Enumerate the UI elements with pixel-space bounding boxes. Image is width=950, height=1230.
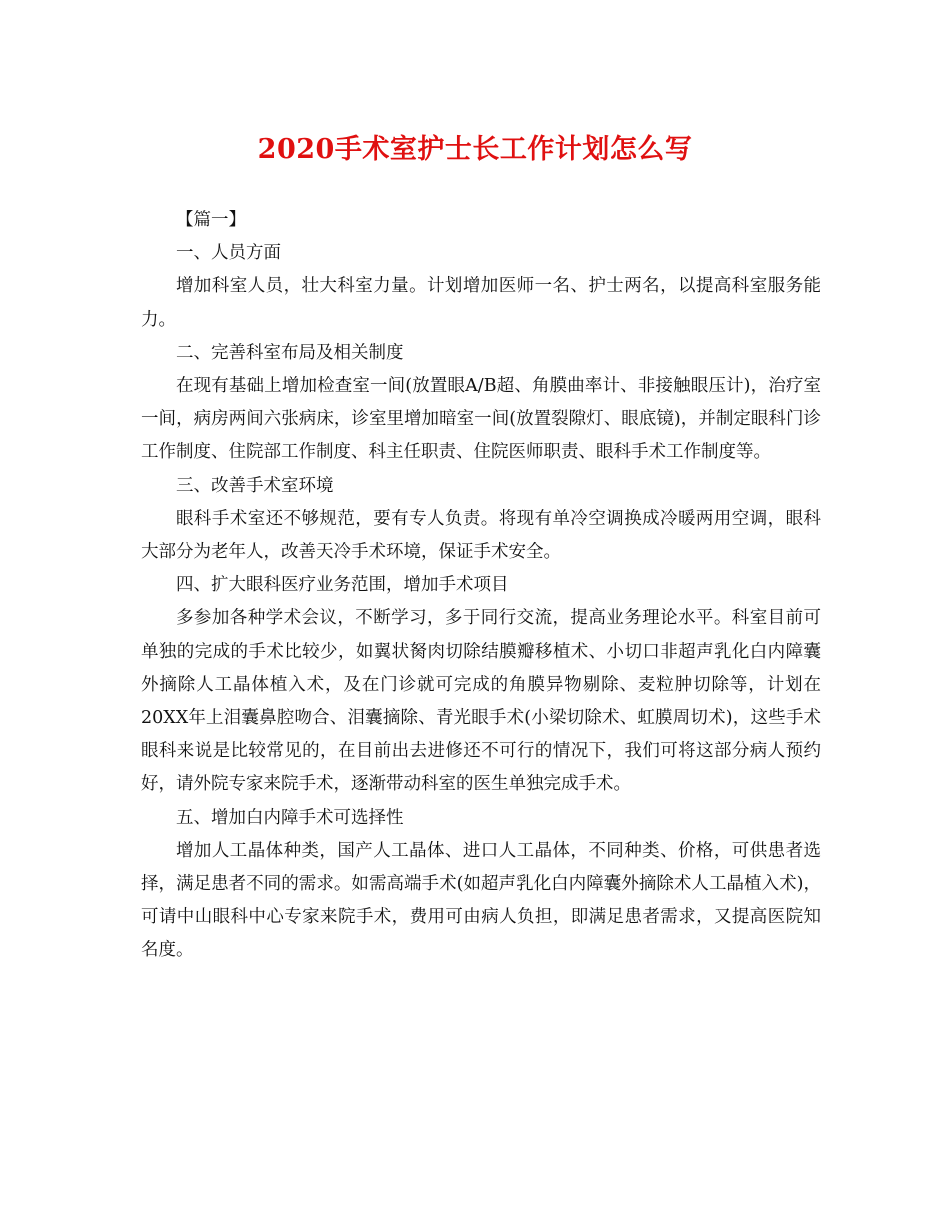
section-heading-cataract: 五、增加白内障手术可选择性 xyxy=(176,807,404,828)
section-heading-environment: 三、改善手术室环境 xyxy=(176,475,334,496)
document-title: 2020手术室护士长工作计划怎么写 xyxy=(257,134,693,165)
paragraph-environment: 眼科手术室还不够规范，要有专人负责。将现有单冷空调换成冷暖两用空调，眼科大部分为老年人，改善天冷手术环境，保证手术安全。 xyxy=(141,508,821,563)
paragraph-layout: 在现有基础上增加检查室一间(放置眼A/B超、角膜曲率计、非接触眼压计)，治疗室一间，病房两间六张病床，诊室里增加暗室一间(放置裂隙灯、眼底镜)，并制定眼科门诊工作制度、住院部工作制度、科主任职责、住院医师职责、眼科手术工作制度等。 xyxy=(141,376,821,463)
document-body xyxy=(141,204,821,968)
paragraph-personnel: 增加科室人员，壮大科室力量。计划增加医师一名、护士两名，以提高科室服务能力。 xyxy=(141,276,821,330)
section-label: 【篇一】 xyxy=(176,210,246,230)
section-heading-scope: 四、扩大眼科医疗业务范围，增加手术项目 xyxy=(176,575,509,596)
section-heading-personnel: 一、人员方面 xyxy=(176,243,281,264)
paragraph-cataract: 增加人工晶体种类，国产人工晶体、进口人工晶体，不同种类、价格，可供患者选择，满足患者不同的需求。如需高端手术(如超声乳化白内障囊外摘除术人工晶植入术)，可请中山眼科中心专家来院手术，费用可由病人负担，即满足患者需求，又提高医院知名度。 xyxy=(141,840,821,961)
paragraph-scope: 多参加各种学术会议，不断学习，多于同行交流，提高业务理论水平。科室目前可单独的完成的手术比较少，如翼状胬肉切除结膜瓣移植术、小切口非超声乳化白内障囊外摘除人工晶体植入术，及在门诊就可完成的角膜异物剔除、麦粒肿切除等，计划在20XX年上泪囊鼻腔吻合、泪囊摘除、青光眼手术(小梁切除术、虹膜周切术)，这些手术眼科来说是比较常见的，在目前出去进修还不可行的情况下，我们可将这部分病人预约好，请外院专家来院手术，逐渐带动科室的医生单独完成手术。 xyxy=(141,608,821,795)
section-heading-layout: 二、完善科室布局及相关制度 xyxy=(176,342,404,363)
